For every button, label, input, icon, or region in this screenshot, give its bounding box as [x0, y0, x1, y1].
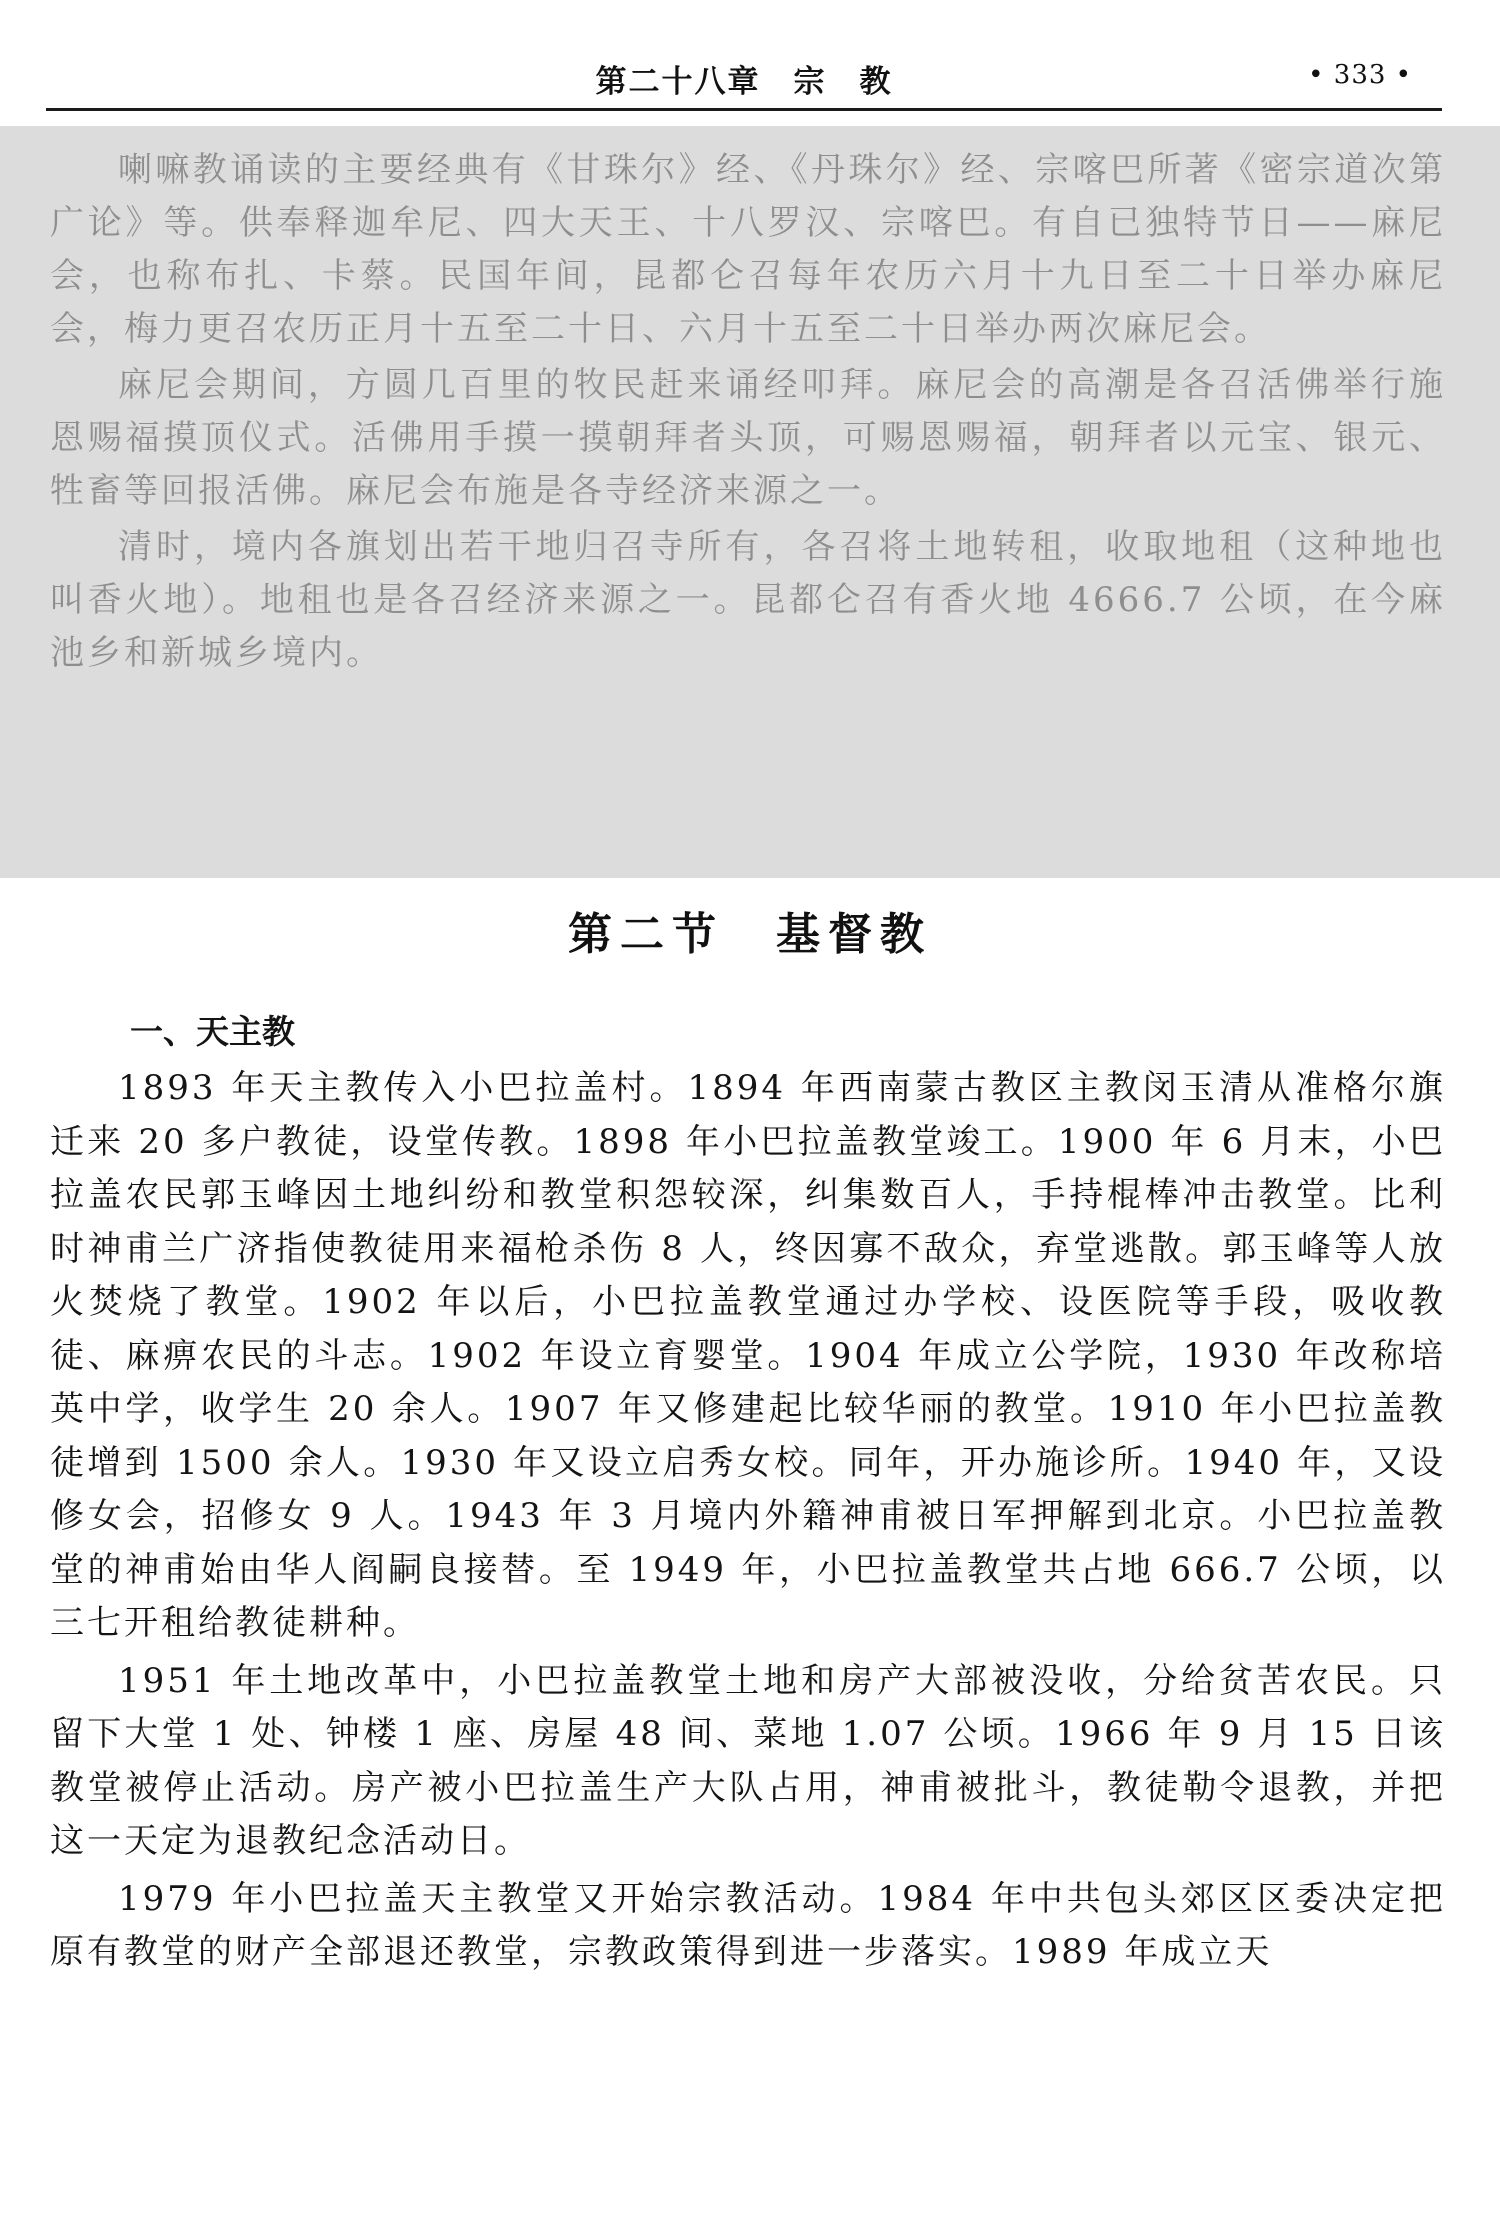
page-number: • 333 • — [1308, 60, 1412, 90]
shaded-paragraph: 喇嘛教诵读的主要经典有《甘珠尔》经、《丹珠尔》经、宗喀巴所著《密宗道次第广论》等。供奉释迦牟尼、四大天王、十八罗汉、宗喀巴。有自已独特节日——麻尼会，也称布扎、卡蔡。民国年间，昆都仑召每年农历六月十九日至二十日举办麻尼会，梅力更召农历正月十五至二十日、六月十五至二十日举办两次麻尼会。 — [50, 150, 1446, 349]
shaded-text-block — [50, 144, 1446, 683]
section-title: 第二节 基督教 — [568, 909, 932, 960]
page-header — [46, 52, 1442, 111]
shaded-paragraph: 清时，境内各旗划出若干地归召寺所有，各召将土地转租，收取地租（这种地也叫香火地）。地租也是各召经济来源之一。昆都仑召有香火地 4666.7 公顷，在今麻池乡和新城乡境内。 — [50, 527, 1446, 673]
chapter-title: 第二十八章 宗 教 — [595, 64, 893, 100]
body-paragraph: 1893 年天主教传入小巴拉盖村。1894 年西南蒙古教区主教闵玉清从准格尔旗迁来 20 多户教徒，设堂传教。1898 年小巴拉盖教堂竣工。1900 年 6 月末，小巴拉盖农民郭玉峰因土地纠纷和教堂积怨较深，纠集数百人，手持棍棒冲击教堂。比利时神甫兰广济指使教徒用来福枪杀伤 8 人，终因寡不敌众，弃堂逃散。郭玉峰等人放火焚烧了教堂。1902 年以后，小巴拉盖教堂通过办学校、设医院等手段，吸收教徒、麻痹农民的斗志。1902 年设立育婴堂。1904 年成立公学院，1930 年改称培英中学，收学生 20 余人。1907 年又修建起比较华丽的教堂。1910 年小巴拉盖教徒增到 1500 余人。1930 年又设立启秀女校。同年，开办施诊所。1940 年，又设修女会，招修女 9 人。1943 年 3 月境内外籍神甫被日军押解到北京。小巴拉盖教堂的神甫始由华人阎嗣良接替。至 1949 年，小巴拉盖教堂共占地 666.7 公顷，以三七开租给教徒耕种。 — [50, 1068, 1446, 1643]
shaded-paragraph: 麻尼会期间，方圆几百里的牧民赶来诵经叩拜。麻尼会的高潮是各召活佛举行施恩赐福摸顶仪式。活佛用手摸一摸朝拜者头顶，可赐恩赐福，朝拜者以元宝、银元、牲畜等回报活佛。麻尼会布施是各寺经济来源之一。 — [50, 365, 1446, 511]
subsection-title: 一、天主教 — [130, 1012, 295, 1051]
body-paragraph: 1951 年土地改革中，小巴拉盖教堂土地和房产大部被没收，分给贫苦农民。只留下大堂 1 处、钟楼 1 座、房屋 48 间、菜地 1.07 公顷。1966 年 9 月 15 日该教堂被停止活动。房产被小巴拉盖生产大队占用，神甫被批斗，教徒勒令退教，并把这一天定为退教纪念活动日。 — [50, 1660, 1446, 1861]
shaded-text-region — [0, 126, 1500, 878]
body-paragraph: 1979 年小巴拉盖天主教堂又开始宗教活动。1984 年中共包头郊区区委决定把原有教堂的财产全部退还教堂，宗教政策得到进一步落实。1989 年成立天 — [50, 1878, 1446, 1972]
section-body — [50, 1008, 1446, 1984]
